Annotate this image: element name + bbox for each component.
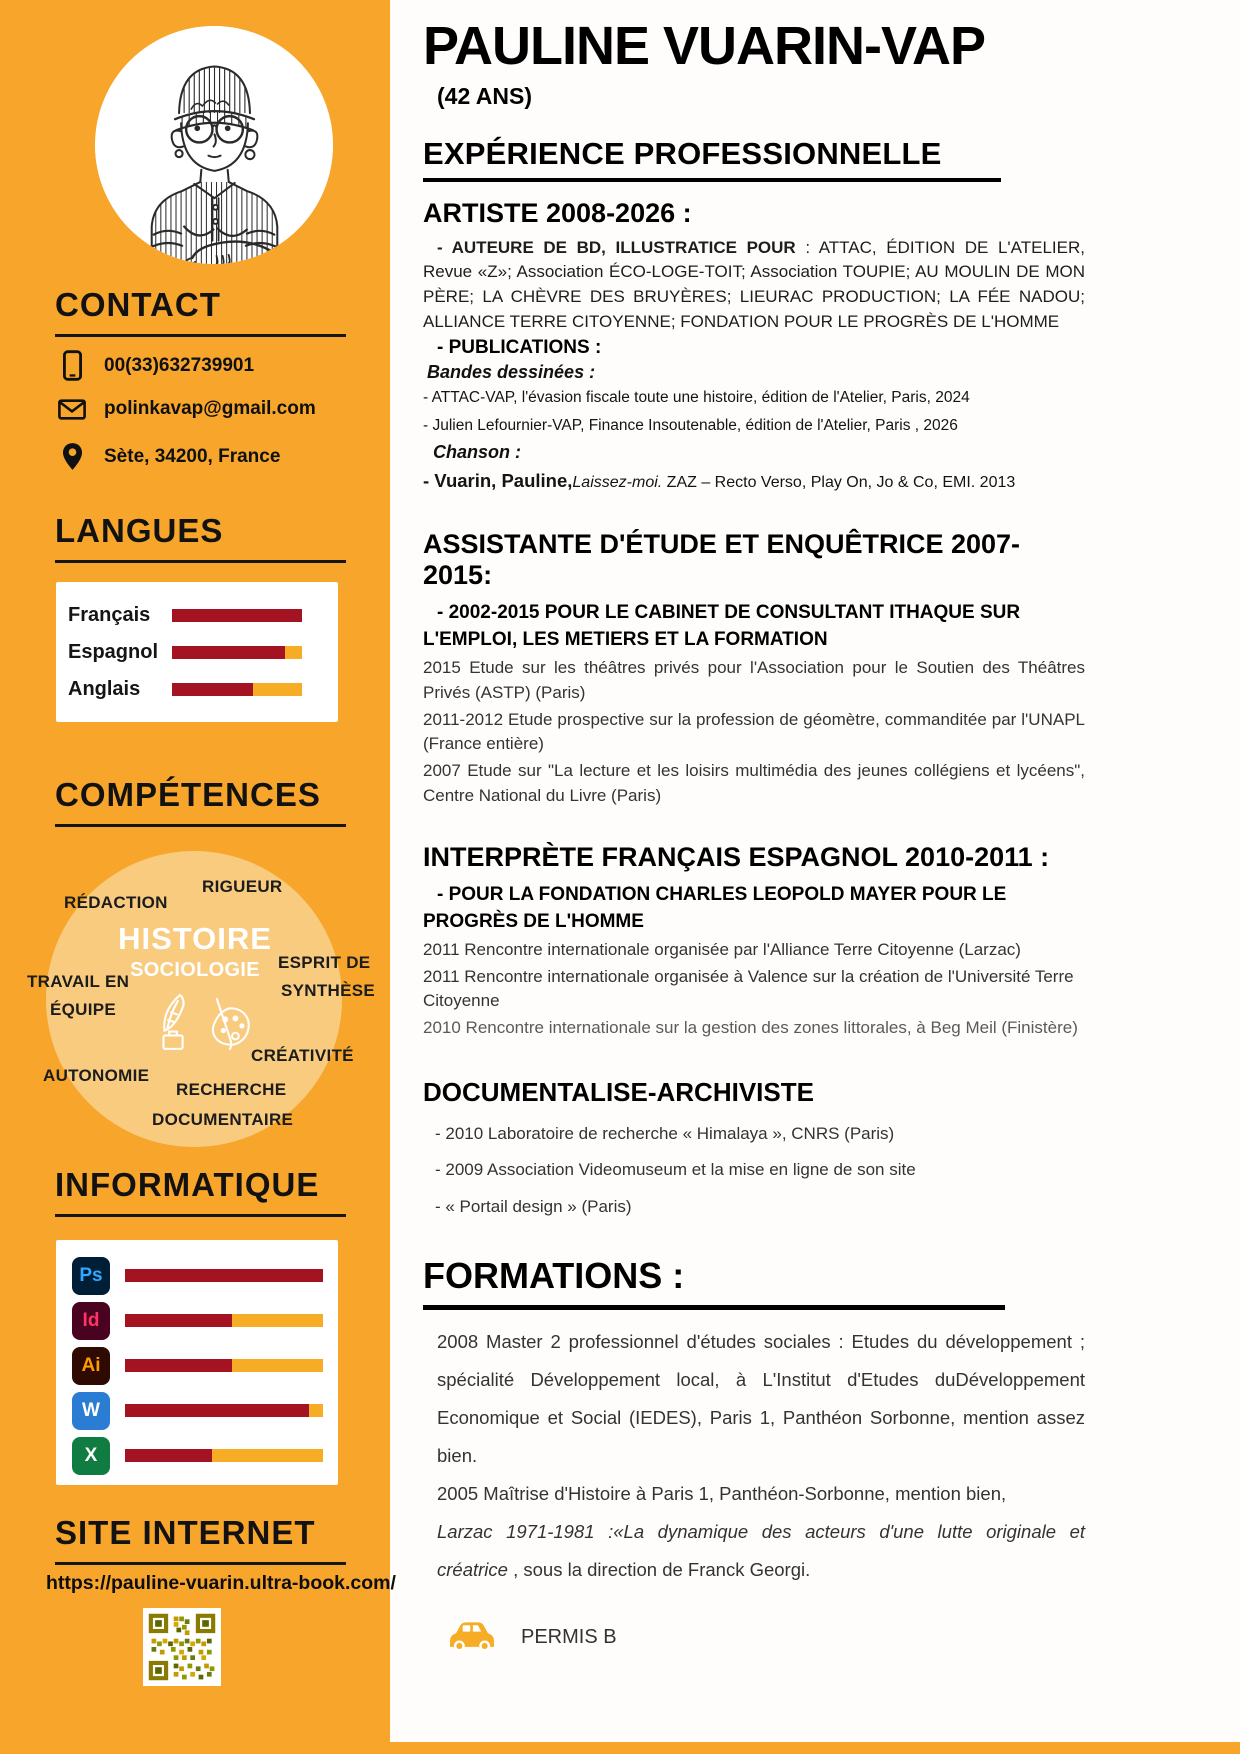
- contact-item-location: [57, 442, 280, 471]
- permis-label: PERMIS B: [521, 1626, 617, 1649]
- chanson-rest: ZAZ – Recto Verso, Play On, Jo & Co, EMI. 2013: [662, 473, 1016, 491]
- contact-title: CONTACT: [55, 286, 221, 323]
- memoire-title: Larzac 1971-1981 :«La dynamique des acteurs d'une lutte originale et créatrice: [437, 1520, 1085, 1580]
- job-heading-interprete: INTERPRÈTE FRANÇAIS ESPAGNOL 2010-2011 :: [423, 842, 1050, 873]
- location-text: Sète, 34200, France: [104, 445, 281, 467]
- formation-2005: 2005 Maîtrise d'Histoire à Paris 1, Panthéon-Sorbonne, mention bien,: [437, 1483, 1007, 1505]
- interprete-item: 2010 Rencontre internationale sur la gestion des zones littorales, à Beg Meil (Finistère): [423, 1018, 1078, 1038]
- formations-rule: [423, 1305, 1005, 1310]
- permis-row: [445, 1617, 1085, 1659]
- illustrator-icon: Ai: [72, 1347, 110, 1385]
- interprete-item: 2011 Rencontre internationale organisée par l'Alliance Terre Citoyenne (Larzac): [423, 940, 1021, 960]
- skill-rigueur: RIGUEUR: [202, 877, 283, 896]
- skill-sociologie: SOCIOLOGIE: [130, 959, 260, 981]
- job-heading-artiste: ARTISTE 2008-2026 :: [423, 197, 692, 228]
- assistante-item: 2011-2012 Etude prospective sur la profession de géomètre, commanditée par l'UNAPL (France entière): [423, 709, 1085, 754]
- qr-code: [143, 1608, 221, 1686]
- mail-icon: [57, 399, 87, 420]
- software-row-photoshop: [72, 1253, 338, 1298]
- website-url[interactable]: https://pauline-vuarin.ultra-book.com/: [46, 1572, 396, 1594]
- contact-rule: [55, 334, 346, 337]
- photoshop-level-bar: [125, 1269, 323, 1282]
- bd-item: - ATTAC-VAP, l'évasion fiscale toute une histoire, édition de l'Atelier, Paris, 2024: [423, 389, 970, 407]
- skill-esprit-de-synthese-2: SYNTHÈSE: [281, 981, 376, 1000]
- interprete-intro-bold: - POUR LA FONDATION CHARLES LEOPOLD MAYER POUR LE PROGRÈS DE L'HOMME: [423, 884, 1007, 933]
- language-row-espagnol: [68, 634, 338, 671]
- job-artiste: [423, 198, 1085, 496]
- language-label: Anglais: [68, 678, 141, 700]
- excel-level-bar: [125, 1449, 323, 1462]
- informatique-title: INFORMATIQUE: [55, 1166, 320, 1203]
- job-documentaliste: [423, 1077, 1085, 1226]
- word-level-bar: [125, 1404, 323, 1417]
- sidebar: [0, 0, 396, 1754]
- chanson-title: Laissez-moi.: [572, 473, 663, 491]
- bd-label: Bandes dessinées :: [427, 362, 596, 383]
- photoshop-icon: Ps: [72, 1257, 110, 1295]
- language-bar-espagnol: [172, 646, 302, 659]
- email-address[interactable]: polinkavap@gmail.com: [104, 398, 316, 419]
- indesign-icon: Id: [72, 1302, 110, 1340]
- skill-redaction: RÉDACTION: [64, 893, 168, 912]
- publications-label: - PUBLICATIONS :: [437, 337, 602, 359]
- site-internet-title: SITE INTERNET: [55, 1514, 316, 1551]
- skill-documentaire: DOCUMENTAIRE: [152, 1110, 294, 1129]
- artiste-intro: [423, 236, 1085, 335]
- competences-cloud: [0, 845, 390, 1160]
- assistante-intro-bold: - 2002-2015 POUR LE CABINET DE CONSULTANT ITHAQUE SUR L'EMPLOI, LES METIERS ET LA FORMATION: [423, 602, 1021, 651]
- quill-feather-icon: [150, 991, 198, 1058]
- skill-autonomie: AUTONOMIE: [43, 1066, 150, 1085]
- job-heading-documentaliste: DOCUMENTALISE-ARCHIVISTE: [423, 1076, 814, 1107]
- formations-title: FORMATIONS :: [423, 1255, 685, 1297]
- language-label: Français: [68, 604, 151, 626]
- memoire-rest: , sous la direction de Franck Georgi.: [507, 1558, 811, 1580]
- site-internet-rule: [55, 1562, 346, 1565]
- word-icon: W: [72, 1392, 110, 1430]
- language-row-francais: [68, 597, 338, 634]
- skill-esprit-de-synthese: ESPRIT DE: [278, 953, 371, 972]
- age-label: (42 ANS): [437, 82, 532, 109]
- job-assistante: [423, 529, 1085, 808]
- competences-title: COMPÉTENCES: [55, 776, 321, 813]
- contact-item-email: [57, 398, 316, 420]
- avatar: [95, 26, 333, 264]
- software-row-illustrator: [72, 1343, 338, 1388]
- software-row-excel: [72, 1433, 338, 1478]
- assistante-item: 2007 Etude sur "La lecture et les loisirs multimédia des jeunes collégiens et lycéens", Centre National du Livre (Paris): [423, 760, 1085, 805]
- language-label: Espagnol: [68, 641, 159, 663]
- documentaliste-items: [435, 1116, 1085, 1226]
- excel-icon: X: [72, 1437, 110, 1475]
- chanson-author: - Vuarin, Pauline,: [423, 469, 573, 491]
- indesign-level-bar: [125, 1314, 323, 1327]
- skill-creativite: CRÉATIVITÉ: [251, 1046, 354, 1065]
- phone-number: 00(33)632739901: [104, 354, 255, 376]
- assistante-item: 2015 Etude sur les théâtres privés pour l'Association pour le Soutien des Théâtres Privés (ASTP) (Paris): [423, 658, 1085, 703]
- job-heading-assistante: ASSISTANTE D'ÉTUDE ET ENQUÊTRICE 2007-2015:: [423, 529, 1021, 591]
- skill-histoire: HISTOIRE: [118, 921, 272, 956]
- page-title: PAULINE VUARIN-VAP: [423, 16, 986, 76]
- job-interprete: [423, 842, 1085, 1041]
- software-row-indesign: [72, 1298, 338, 1343]
- langues-rule: [55, 560, 346, 563]
- car-icon: [445, 1617, 499, 1659]
- language-bar-francais: [172, 609, 302, 622]
- skill-travail-en-equipe-2: ÉQUIPE: [50, 1000, 117, 1019]
- langues-card: [56, 582, 338, 722]
- phone-icon: [57, 350, 87, 381]
- documentaliste-item: - 2009 Association Videomuseum et la mise en ligne de son site: [435, 1160, 916, 1180]
- informatique-card: [56, 1240, 338, 1485]
- illustrator-level-bar: [125, 1359, 323, 1372]
- footer-strip: [0, 1742, 1240, 1754]
- artiste-intro-bold: - AUTEURE DE BD, ILLUSTRATICE POUR: [437, 237, 796, 257]
- software-row-word: [72, 1388, 338, 1433]
- main-content: [423, 0, 1085, 1659]
- documentaliste-item: - « Portail design » (Paris): [435, 1196, 632, 1216]
- chanson-item: [423, 466, 1085, 496]
- langues-title: LANGUES: [55, 512, 224, 549]
- documentaliste-item: - 2010 Laboratoire de recherche « Himalaya », CNRS (Paris): [435, 1123, 895, 1143]
- skill-recherche: RECHERCHE: [176, 1080, 287, 1099]
- formation-item-2: [423, 1475, 1085, 1589]
- portrait-illustration: [95, 26, 333, 264]
- paint-palette-icon: [202, 995, 254, 1058]
- interprete-item: 2011 Rencontre internationale organisée à Valence sur la création de l'Université Terre Citoyenne: [423, 966, 1074, 1011]
- skill-travail-en-equipe: TRAVAIL EN: [27, 972, 130, 991]
- language-bar-anglais: [172, 683, 302, 696]
- experience-section-title: EXPÉRIENCE PROFESSIONNELLE: [423, 135, 942, 171]
- informatique-rule: [55, 1214, 346, 1217]
- experience-rule: [423, 178, 1001, 182]
- chanson-label: Chanson :: [433, 441, 521, 462]
- language-row-anglais: [68, 671, 338, 708]
- artiste-intro-rest: : ATTAC, ÉDITION DE L'ATELIER, Revue «Z»; Association ÉCO-LOGE-TOIT; Association TOUPIE; AU MOULIN DE MON PÈRE; LA CHÈVRE DES BRUYÈRES; LIEURAC PRODUCTION; LA FÉE NADOU; ALLIANCE TERRE CITOYENNE; FONDATION POUR LE PROGRÈS DE L'HOMME: [423, 237, 1085, 331]
- competences-rule: [55, 824, 346, 827]
- formations-section: [423, 1255, 1085, 1658]
- location-pin-icon: [57, 442, 87, 471]
- formation-item: 2008 Master 2 professionnel d'études sociales : Etudes du développement ; spécialité Développement local, à L'Institut d'Etudes duDéveloppement Economique et Social (IEDES), Paris 1, Panthéon Sorbonne, mention assez bien.: [437, 1331, 1085, 1467]
- bd-item: - Julien Lefournier-VAP, Finance Insoutenable, édition de l'Atelier, Paris , 2026: [423, 417, 958, 435]
- contact-item-phone: [57, 350, 254, 381]
